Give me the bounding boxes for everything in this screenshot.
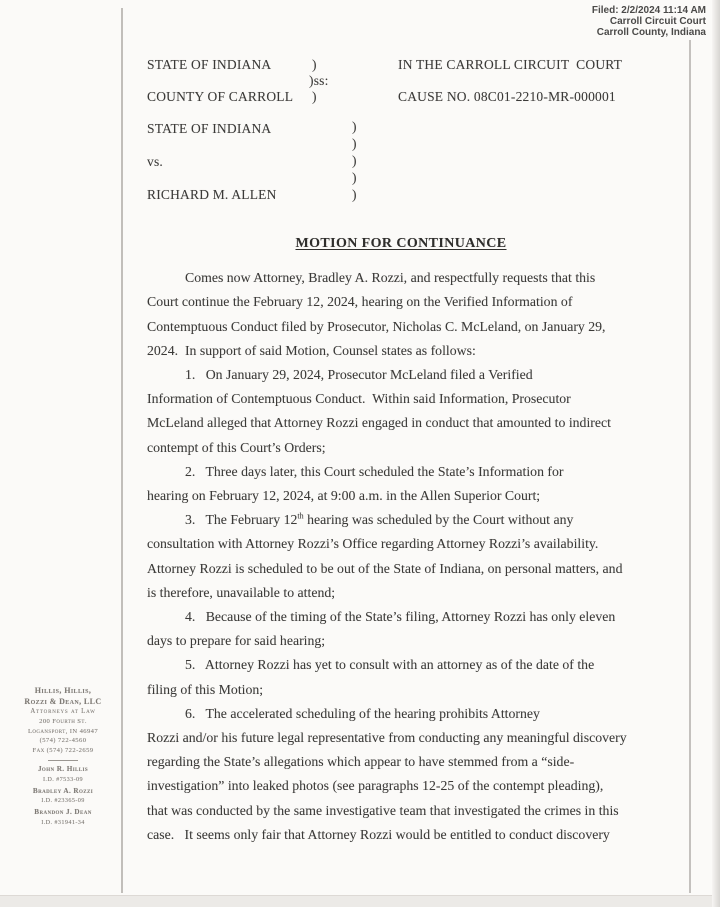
body-line [147, 508, 695, 532]
caption-paren: ) [352, 119, 357, 134]
firm-address-city: Logansport, IN 46947 [27, 727, 99, 735]
efiling-stamp-court: Carroll Circuit Court [609, 16, 706, 27]
motion-title: MOTION FOR CONTINUANCE [295, 236, 507, 251]
caption-cause-number: CAUSE NO. 08C01-2210-MR-000001 [398, 89, 616, 104]
caption-paren: ) [352, 136, 357, 151]
body-line: days to prepare for said hearing; [147, 633, 326, 649]
body-line: Rozzi and/or his future legal representative from conducting any meaningful discovery [147, 730, 627, 746]
attorney-id: I.D. #7533-09 [42, 775, 84, 783]
body-line: Information of Contemptuous Conduct. Within said Information, Prosecutor [147, 391, 571, 407]
paragraph-4 [147, 605, 695, 653]
firm-stamp-divider [48, 760, 78, 761]
attorney-id: I.D. #23365-09 [41, 797, 85, 804]
body-line-segment: 3. The February 12 [185, 512, 298, 528]
body-line: Comes now Attorney, Bradley A. Rozzi, and respectfully requests that this [185, 270, 596, 286]
paragraph-5 [147, 653, 695, 701]
caption-paren: ) [352, 153, 357, 168]
motion-body [147, 232, 695, 847]
scan-right-edge [712, 0, 720, 907]
body-line: Attorney Rozzi is scheduled to be out of the State of Indiana, on personal matters, and [147, 560, 623, 576]
paragraph-6 [147, 702, 695, 847]
caption-court-name: IN THE CARROLL CIRCUIT COURT [398, 57, 623, 72]
caption-paren: ) [352, 170, 357, 185]
body-line: 2. Three days later, this Court scheduled the State’s Information for [185, 463, 564, 479]
caption-venue-county: COUNTY OF CARROLL [147, 89, 294, 104]
body-line: Court continue the February 12, 2024, hearing on the Verified Information of [147, 294, 573, 310]
firm-name-line1: Hillis, Hillis, [34, 686, 92, 695]
firm-address-street: 200 Fourth St. [39, 718, 87, 725]
law-firm-stamp [8, 686, 118, 827]
body-line: McLeland alleged that Attorney Rozzi engaged in conduct that amounted to indirect [147, 415, 611, 431]
attorney-id: I.D. #31941-34 [41, 818, 85, 826]
efiling-stamp-county: Carroll County, Indiana [596, 27, 706, 38]
body-line: that was conducted by the same investigative team that investigated the crimes in this [147, 802, 619, 818]
body-line: 6. The accelerated scheduling of the hearing prohibits Attorney [185, 705, 540, 721]
firm-tagline: Attorneys at Law [30, 708, 96, 715]
body-line: 5. Attorney Rozzi has yet to consult with an attorney as of the date of the [185, 657, 595, 673]
ordinal-superscript: th [297, 511, 304, 521]
intro-paragraph [147, 266, 695, 363]
body-line: 2024. In support of said Motion, Counsel states as follows: [147, 342, 476, 358]
scan-bottom-edge [0, 895, 720, 907]
left-margin-rule [121, 8, 123, 893]
paragraph-1 [147, 363, 695, 460]
caption-plaintiff: STATE OF INDIANA [147, 121, 272, 136]
body-line: Contemptuous Conduct filed by Prosecutor, Nicholas C. McLeland, on January 29, [147, 318, 606, 334]
attorney-name: Bradley A. Rozzi [32, 786, 94, 795]
body-line: regarding the State’s allegations which appear to have stemmed from a “side- [147, 754, 575, 770]
body-line-segment: hearing was scheduled by the Court without any [303, 512, 574, 528]
body-line: consultation with Attorney Rozzi’s Office regarding Attorney Rozzi’s availability. [147, 536, 599, 552]
body-line: hearing on February 12, 2024, at 9:00 a.m. in the Allen Superior Court; [147, 488, 541, 504]
paragraph-3 [147, 508, 695, 605]
caption-venue-state: STATE OF INDIANA [147, 57, 272, 72]
firm-phone: (574) 722-4560 [39, 737, 87, 744]
body-line: filing of this Motion; [147, 681, 264, 697]
caption-paren: ) [352, 187, 357, 202]
caption-vs: vs. [147, 154, 163, 169]
attorney-name: Brandon J. Dean [34, 808, 92, 816]
efiling-stamp [592, 5, 706, 38]
firm-fax: Fax (574) 722-2659 [32, 746, 94, 754]
body-line: investigation” into leaked photos (see paragraphs 12-25 of the contempt pleading), [147, 778, 604, 794]
body-line: contempt of this Court’s Orders; [147, 439, 326, 455]
body-line: 4. Because of the timing of the State’s filing, Attorney Rozzi has only eleven [185, 609, 616, 625]
body-line: 1. On January 29, 2024, Prosecutor McLeland filed a Verified [185, 367, 533, 383]
caption-defendant: RICHARD M. ALLEN [147, 187, 277, 202]
attorney-name: John R. Hillis [37, 765, 89, 773]
body-line: is therefore, unavailable to attend; [147, 584, 336, 600]
firm-name-line2: Rozzi & Dean, LLC [24, 696, 102, 706]
caption-paren: ) [312, 57, 317, 72]
caption-paren: ) [312, 89, 317, 104]
body-line: case. It seems only fair that Attorney Rozzi would be entitled to conduct discovery [147, 826, 610, 842]
paragraph-2 [147, 460, 695, 508]
efiling-stamp-date: Filed: 2/2/2024 11:14 AM [591, 5, 706, 16]
caption-ss: )ss: [309, 73, 329, 88]
